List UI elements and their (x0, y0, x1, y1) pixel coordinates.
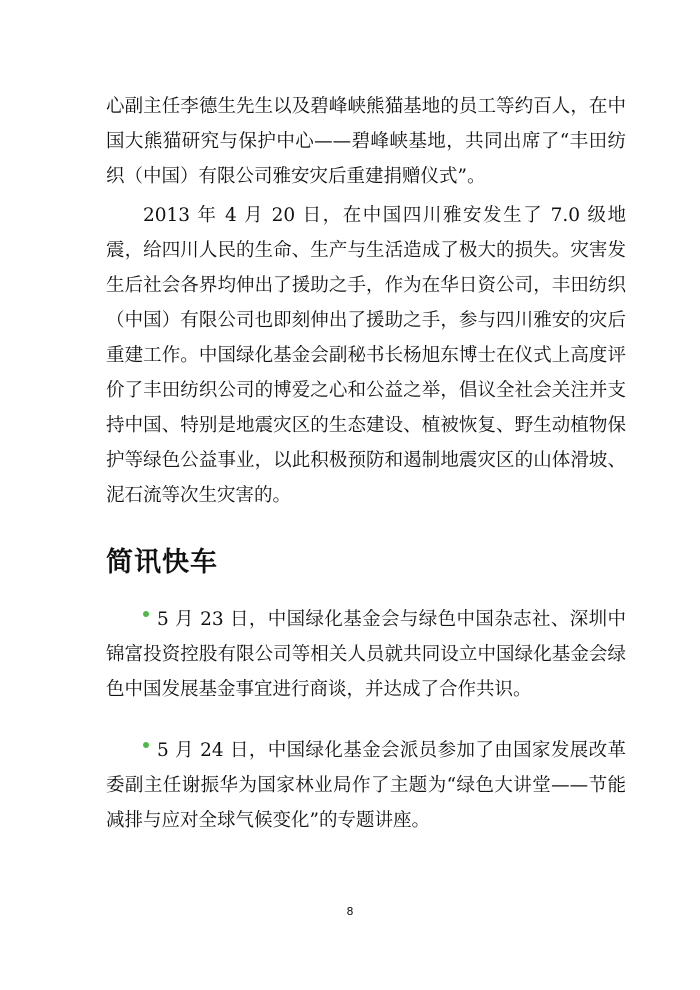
news-item (106, 733, 626, 838)
news-item-text: 5 月 24 日，中国绿化基金会派员参加了由国家发展改革委副主任谢振华为国家林业局作了主题为“绿色大讲堂——节能减排与应对全球气候变化”的专题讲座。 (106, 740, 626, 831)
bullet-dot-icon (143, 742, 149, 748)
body-paragraph: 2013 年 4 月 20 日，在中国四川雅安发生了 7.0 级地震，给四川人民的生命、生产与生活造成了极大的损失。灾害发生后社会各界均伸出了援助之手，作为在华日资公司，丰田纺织（中国）有限公司也即刻伸出了援助之手，参与四川雅安的灾后重建工作。中国绿化基金会副秘书长杨旭东博士在仪式上高度评价了丰田纺织公司的博爱之心和公益之举，倡议全社会关注并支持中国、特别是地震灾区的生态建设、植被恢复、野生动植物保护等绿色公益事业，以此积极预防和遏制地震灾区的山体滑坡、泥石流等次生灾害的。 (106, 205, 626, 506)
body-paragraph: 心副主任李德生先生以及碧峰峡熊猫基地的员工等约百人，在中国大熊猫研究与保护中心——碧峰峡基地，共同出席了“丰田纺织（中国）有限公司雅安灾后重建捐赠仪式”。 (106, 96, 626, 187)
page-number: 8 (346, 905, 354, 918)
section-heading: 简讯快车 (106, 547, 218, 578)
bullet-dot-icon (143, 611, 149, 617)
news-item (106, 602, 626, 707)
news-item-text: 5 月 23 日，中国绿化基金会与绿色中国杂志社、深圳中锦富投资控股有限公司等相关人员就共同设立中国绿化基金会绿色中国发展基金事宜进行商谈，并达成了合作共识。 (106, 609, 626, 700)
